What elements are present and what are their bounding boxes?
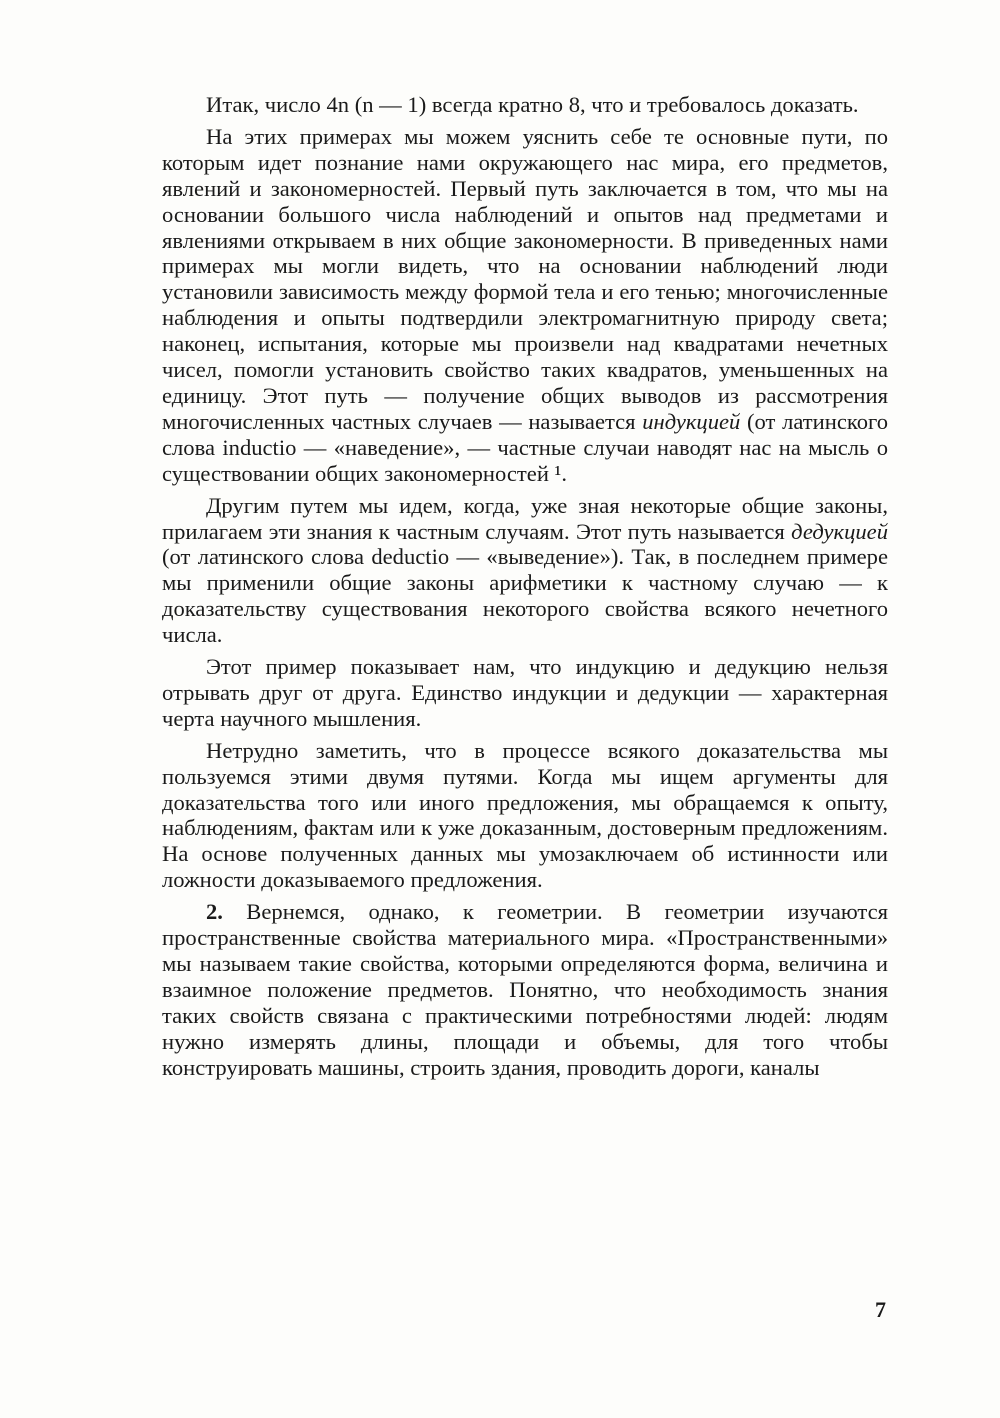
body-text	[162, 92, 888, 1081]
paragraph-deduction-text-start: Другим путем мы идем, когда, уже зная некоторые общие законы, прилагаем эти знания к частным случаям. Этот путь называется	[162, 492, 888, 544]
paragraph-conclusion-text: Итак, число 4n (n — 1) всегда кратно 8, что и требовалось доказать.	[206, 92, 859, 117]
section-number: 2.	[206, 899, 223, 925]
term-induction: индукцией	[642, 408, 741, 434]
paragraph-proof-process-text: Нетрудно заметить, что в процессе всякого доказательства мы пользуемся этими двумя путями. Когда мы ищем аргументы для доказательства того или иного предложения, мы обращаемся к опыту, наблюдениям, фактам или к уже доказанным, достоверным предложениям. На основе полученных данных мы умозаключаем об истинности или ложности доказываемого предложения.	[162, 737, 888, 893]
page-number: 7	[875, 1297, 886, 1322]
paragraph-unity-text: Этот пример показывает нам, что индукцию и дедукцию нельзя отрывать друг от друга. Единство индукции и дедукции — характерная черта научного мышления.	[162, 654, 888, 731]
paragraph-deduction	[162, 493, 888, 648]
paragraph-geometry-text: Вернемся, однако, к геометрии. В геометрии изучаются пространственные свойства материального мира. «Пространственными» мы называем такие свойства, которыми определяются форма, величина и взаимное положение предметов. Понятно, что необходимость знания таких свойств связана с практическими потребностями людей: людям нужно измерять длины, площади и объемы, для того чтобы конструировать машины, строить здания, проводить дороги, каналы	[162, 899, 888, 1080]
paragraph-conclusion	[162, 92, 888, 118]
paragraph-induction-text-end: (от латинского слова inductio — «наведение», — частные случаи наводят нас на мысль о существовании общих закономерностей ¹.	[162, 408, 889, 486]
term-deduction: дедукцией	[791, 518, 888, 544]
paragraph-deduction-text-end: (от латинского слова deductio — «выведение»). Так, в последнем примере мы применили общие законы арифметики к частному случаю — к доказательству существования некоторого свойства всякого нечетного числа.	[162, 544, 888, 648]
paragraph-induction-text-start: На этих примерах мы можем уяснить себе те основные пути, по которым идет познание нами окружающего нас мира, его предметов, явлений и закономерностей. Первый путь заключается в том, что мы на основании большого числа наблюдений и опытов над предметами и явлениями открываем в них общие закономерности. В приведенных нами примерах мы могли видеть, что на основании наблюдений люди установили зависимость между формой тела и его тенью; многочисленные наблюдения и опыты подтвердили электромагнитную природу света; наконец, испытания, которые мы произвели над квадратами нечетных чисел, помогли установить свойство таких квадратов, уменьшенных на единицу. Этот путь — получение общих выводов из рассмотрения многочисленных частных случаев — называется	[162, 123, 888, 434]
paragraph-geometry	[162, 899, 888, 1080]
paragraph-unity	[162, 654, 888, 732]
paragraph-proof-process	[162, 738, 888, 893]
paragraph-induction	[162, 124, 888, 487]
